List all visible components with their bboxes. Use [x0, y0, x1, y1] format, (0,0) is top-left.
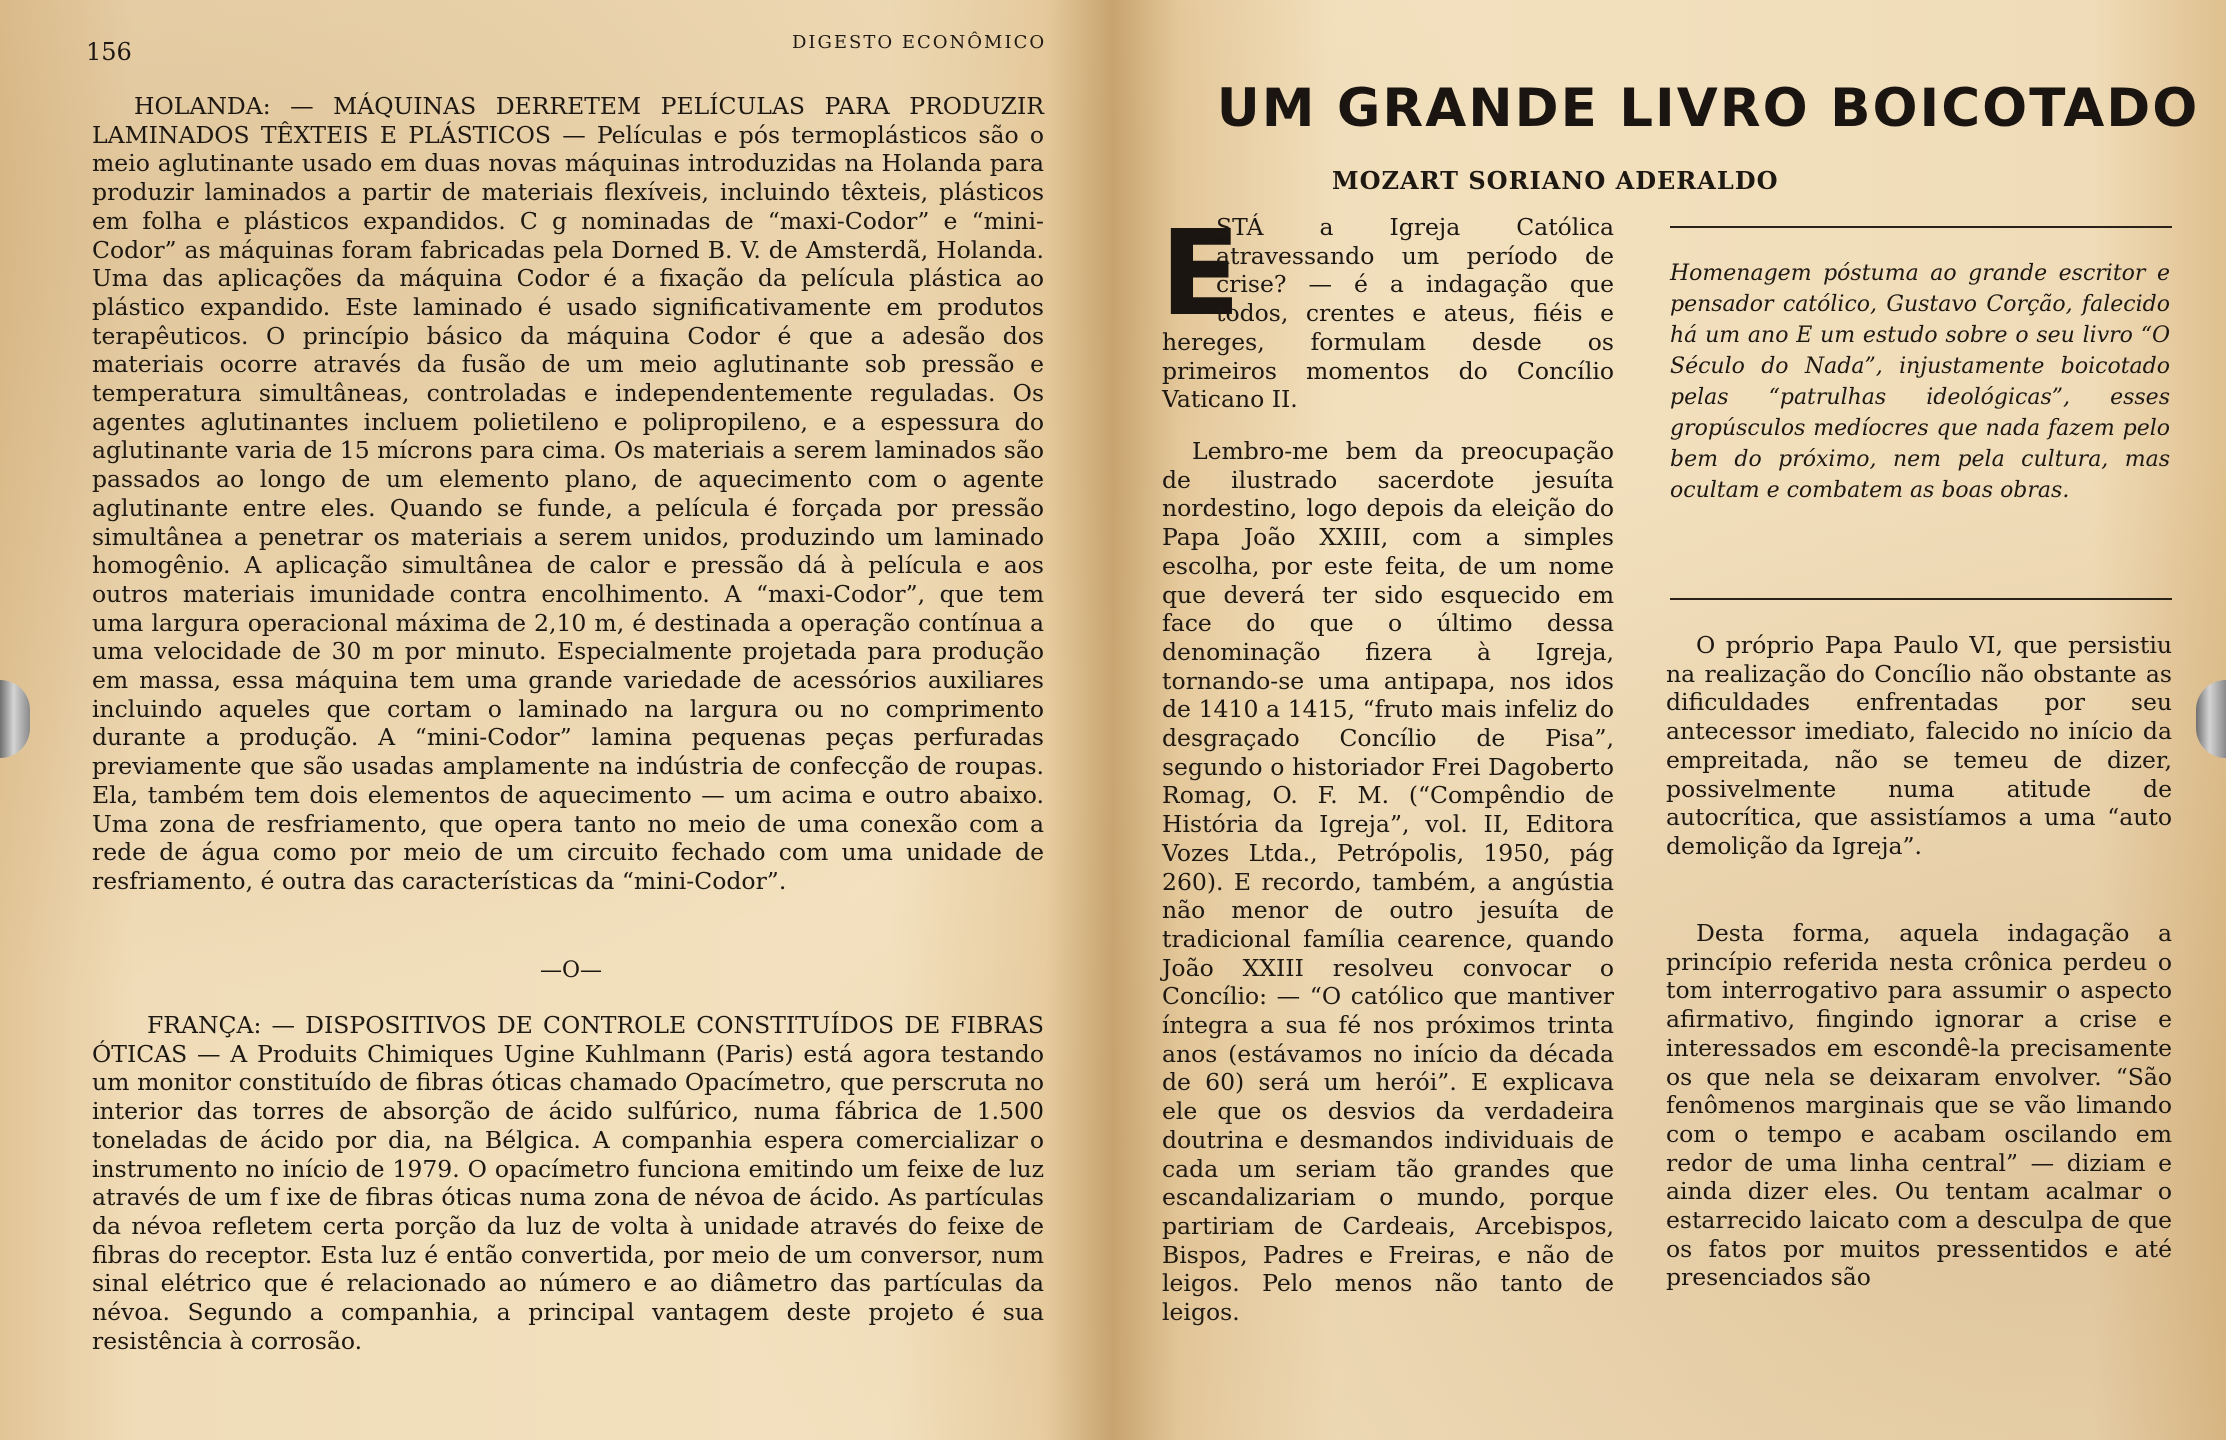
- article-author: MOZART SORIANO ADERALDO: [1332, 166, 1779, 195]
- intro-text: STÁ a Igreja Católica atravessando um período de crise? — é a indagação que todos, crentes e ateus, fiéis e hereges, formulam desde os primeiros momentos do Concílio Vaticano II.: [1162, 213, 1614, 414]
- homage-box: Homenagem póstuma ao grande escritor e pensador católico, Gustavo Corção, falecido há um ano E um estudo sobre o seu livro “O Século do Nada”, injustamente boicotado pelas “patrulhas ideológicas”, esses gropúsculos medíocres que nada fazem pelo bem do próximo, nem pela cultura, mas ocultam e combatem as boas obras.: [1670, 261, 2170, 503]
- section-separator: —O—: [540, 958, 603, 983]
- homage-rule-bottom: [1670, 598, 2172, 600]
- holanda-paragraph: HOLANDA: — MÁQUINAS DERRETEM PELÍCULAS PARA PRODUZIR LAMINADOS TÊXTEIS E PLÁSTICOS — Películas e pós termoplásticos são o meio aglutinante usado em duas novas máquinas introduzidas na Holanda para produzir laminados a partir de materiais flexíveis, incluindo têxteis, plásticos em folha e plásticos expandidos. C g nominadas de “maxi-Codor” e “mini-Codor” as máquinas foram fabricadas pela Dorned B. V. de Amsterdã, Holanda. Uma das aplicações da máquina Codor é a fixação da película plástica ao plástico expandido. Este laminado é usado significativamente em produtos terapêuticos. O princípio básico da máquina Codor é que a adesão dos materiais ocorre através da fusão de um meio aglutinante sob pressão e temperatura simultâneas, controladas e independentemente reguladas. Os agentes aglutinantes incluem polietileno e polipropileno, e a espessura do aglutinante varia de 15 mícrons para cima. Os materiais a serem laminados são passados ao longo de um elemento plano, de aquecimento com o agente aglutinante entre eles. Quando se funde, a película é forçada por pressão simultânea a penetrar os materiais a serem unidos, produzindo um laminado homogênio. A aplicação simultânea de calor e pressão dá à película e aos outros materiais imunidade contra encolhimento. A “maxi-Codor”, que tem uma largura operacional máxima de 2,10 m, é destinada a operação contínua a uma velocidade de 30 m por minuto. Especialmente projetada para produção em massa, essa máquina tem uma grande variedade de acessórios auxiliares incluindo aqueles que cortam o laminado na largura ou no comprimento durante a produção. A “mini-Codor” lamina pequenas peças perfuradas previamente que são usadas amplamente na indústria de confecção de roupas. Ela, também tem dois elementos de aquecimento — um acima e outro abaixo. Uma zona de resfriamento, que opera tanto no meio de uma conexão com a rede de água como por meio de um circuito fechado com uma unidade de resfriamento, é outra das características da “mini-Codor”.: [92, 92, 1044, 895]
- left-page: [0, 0, 1110, 1440]
- drop-cap: E: [1160, 204, 1241, 342]
- homage-rule-top: [1670, 226, 2172, 228]
- page-number: 156: [86, 38, 132, 66]
- franca-paragraph: FRANÇA: — DISPOSITIVOS DE CONTROLE CONSTITUÍDOS DE FIBRAS ÓTICAS — A Produits Chimiques Ugine Kuhlmann (Paris) está agora testando um monitor constituído de fibras óticas chamado Opacímetro, que perscruta no interior das torres de absorção de ácido sulfúrico, numa fábrica de 1.500 toneladas de ácido por dia, na Bélgica. A companhia espera comercializar o instrumento no início de 1979. O opacímetro funciona emitindo um feixe de luz através de um f ixe de fibras óticas numa zona de névoa de ácido. As partículas da névoa refletem certa porção da luz de volta à unidade através do feixe de fibras do receptor. Esta luz é então convertida, por meio de um conversor, num sinal elétrico que é relacionado ao número e ao diâmetro das partículas da névoa. Segundo a companhia, a principal vantagem deste projeto é sua resistência à corrosão.: [92, 1011, 1044, 1355]
- article-title: UM GRANDE LIVRO BOICOTADO: [1216, 78, 2200, 139]
- desta-paragraph: Desta forma, aquela indagação a princípio referida nesta crônica perdeu o tom interrogativo para assumir o aspecto afirmativo, fingindo ignorar a crise e interessados em escondê-la precisamente os que nela se deixaram envolver. “São fenômenos marginais que se vão limando com o tempo e acabam oscilando em redor de uma linha central” — diziam e ainda dizer eles. Ou tentam acalmar o estarrecido laicato com a desculpa de que os fatos por muitos pressentidos e até presenciados são: [1666, 919, 2172, 1292]
- papa-paragraph: O próprio Papa Paulo VI, que persistiu na realização do Concílio não obstante as dificuldades enfrentadas por seu antecessor imediato, falecido no início da empreitada, não se temeu de dizer, possivelmente numa atitude de autocrítica, que assistíamos a uma “auto demolição da Igreja”.: [1666, 631, 2172, 860]
- running-head: DIGESTO ECONÔMICO: [792, 32, 1047, 53]
- right-page: [1116, 0, 2226, 1440]
- intro-paragraph: [1160, 204, 1614, 414]
- lembro-paragraph: Lembro-me bem da preocupação de ilustrado sacerdote jesuíta nordestino, logo depois da eleição do Papa João XXIII, com a simples escolha, por este feita, de um nome que deverá ter sido esquecido em face do que o último dessa denominação fizera à Igreja, tornando-se uma antipapa, nos idos de 1410 a 1415, “fruto mais infeliz do desgraçado Concílio de Pisa”, segundo o historiador Frei Dagoberto Romag, O. F. M. (“Compêndio de História da Igreja”, vol. II, Editora Vozes Ltda., Petrópolis, 1950, pág 260). E recordo, também, a angústia não menor de outro jesuíta de tradicional família cearence, quando João XXIII resolveu convocar o Concílio: — “O católico que mantiver íntegra a sua fé nos próximos trinta anos (estávamos no início da década de 60) será um herói”. E explicava ele que os desvios da verdadeira doutrina e desmandos individuais de cada um seriam tão grandes que escandalizariam o mundo, porque partiriam de Cardeais, Arcebispos, Bispos, Padres e Freiras, e não de leigos. Pelo menos não tanto de leigos.: [1162, 437, 1614, 1327]
